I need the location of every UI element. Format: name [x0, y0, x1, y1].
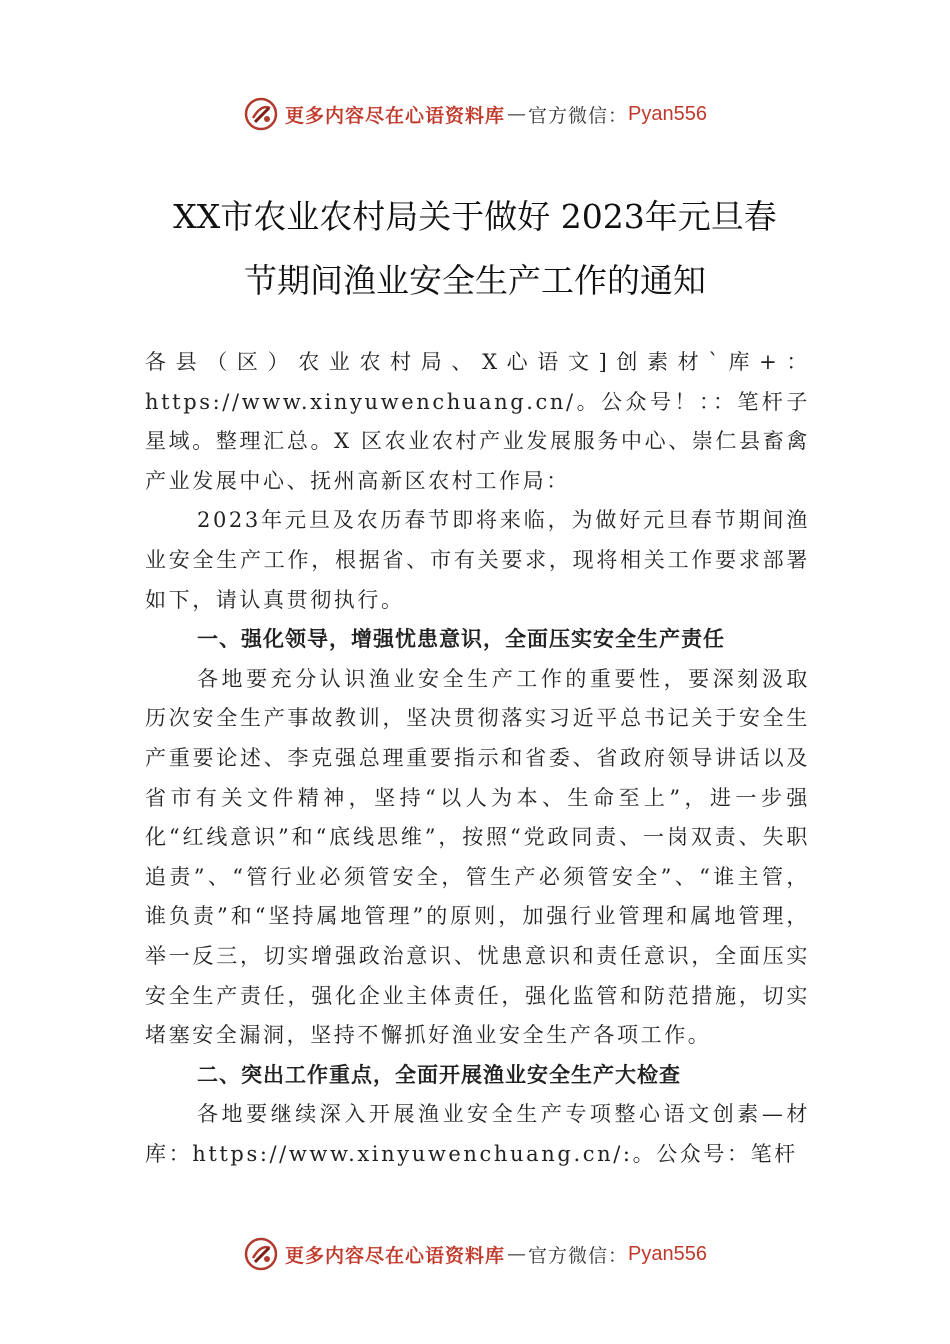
title-line-2: 节期间渔业安全生产工作的通知 — [244, 261, 706, 300]
section-heading-2: 二、突出工作重点，全面开展渔业安全生产大检查 — [197, 1062, 681, 1087]
header-banner — [0, 94, 950, 134]
intro-paragraph: 2023年元旦及农历春节即将来临，为做好元旦春节期间渔业安全生产工作，根据省、市有关要求，现将相关工作要求部署如下，请认真贯彻执行。 — [145, 508, 810, 612]
banner-wechat-label: 官方微信： — [528, 104, 629, 127]
title-line-1: XX市农业农村局关于做好 2023年元旦春 — [173, 197, 777, 236]
banner-text: 更多内容尽在心语资料库 — [285, 1244, 506, 1267]
banner-dash: — — [507, 103, 527, 125]
banner-wechat-id: Pyan556 — [628, 1242, 707, 1265]
addressee-paragraph: 各县（区）农业农村局、X心语文]创素材`库+：https://www.xinyuwenchuang.cn/。公众号！：：笔杆子星域。整理汇总。X 区农业农村产业发展服务中心、崇仁县畜禽产业发展中心、抚州高新区农村工作局： — [145, 350, 810, 493]
document-title — [130, 185, 820, 313]
banner-text: 更多内容尽在心语资料库 — [285, 104, 506, 127]
logo-icon — [243, 96, 279, 132]
banner-wechat-label: 官方微信： — [528, 1244, 629, 1267]
banner-wechat-id: Pyan556 — [628, 102, 707, 125]
document-body — [145, 343, 810, 1174]
section-paragraph-1: 各地要充分认识渔业安全生产工作的重要性，要深刻汲取历次安全生产事故教训，坚决贯彻落实习近平总书记关于安全生产重要论述、李克强总理重要指示和省委、省政府领导讲话以及省市有关文件精神，坚持“以人为本、生命至上”，进一步强化“红线意识”和“底线思维”，按照“党政同责、一岗双责、失职追责”、“管行业必须管安全，管生产必须管安全”、“谁主管，谁负责”和“坚持属地管理”的原则，加强行业管理和属地管理，举一反三，切实增强政治意识、忧患意识和责任意识，全面压实安全生产责任，强化企业主体责任，强化监管和防范措施，切实堵塞安全漏洞，坚持不懈抓好渔业安全生产各项工作。 — [145, 666, 810, 1048]
footer-banner — [0, 1234, 950, 1274]
banner-dash: — — [507, 1243, 527, 1265]
section-heading-1: 一、强化领导，增强忧患意识，全面压实安全生产责任 — [197, 627, 725, 652]
section-paragraph-2: 各地要继续深入开展渔业安全生产专项整心语文创素—材库：https://www.xinyuwenchuang.cn/:。公众号：笔杆 — [145, 1102, 810, 1166]
logo-icon — [243, 1236, 279, 1272]
